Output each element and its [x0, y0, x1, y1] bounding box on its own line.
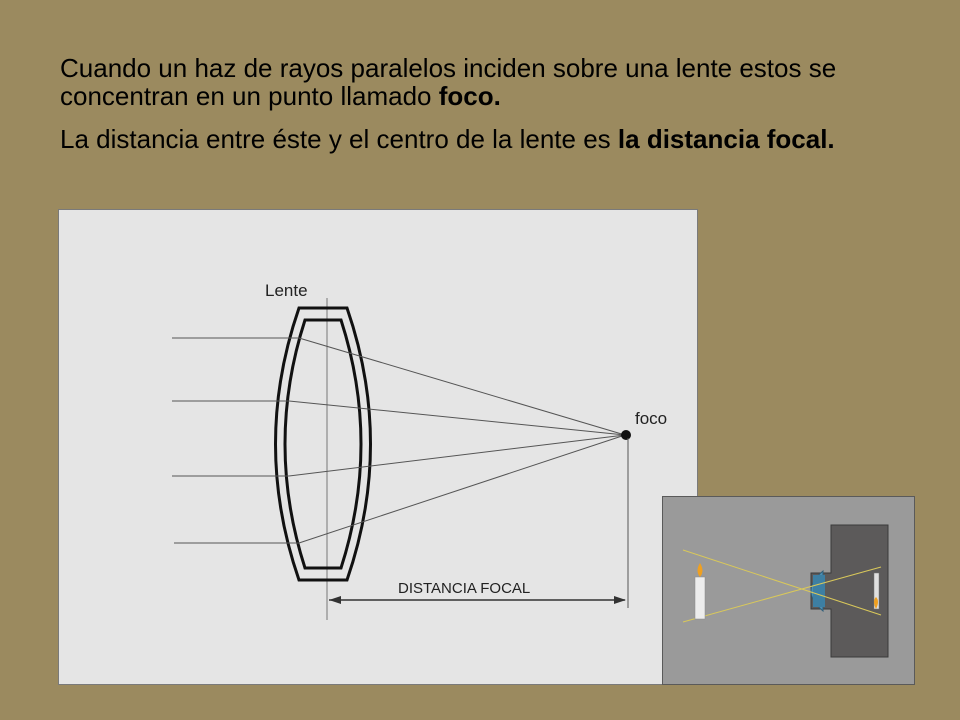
candle-flame-icon: [698, 563, 703, 577]
focus-label: foco: [635, 409, 668, 428]
lens-diagram: [58, 209, 698, 685]
converging-ray-3: [289, 435, 625, 476]
lens-inner-outline: [285, 320, 361, 568]
focus-term: foco.: [438, 81, 501, 111]
lens-label: Lente: [265, 281, 308, 300]
definition-paragraph: [60, 125, 920, 153]
distance-arrowhead-right: [614, 596, 626, 604]
camera-lens-ring: [813, 575, 825, 607]
converging-ray-4: [299, 435, 625, 543]
intro-text: Cuando un haz de rayos paralelos inciden sobre una lente estos se concentran en un punto llamado: [60, 53, 837, 111]
camera-illustration: [662, 496, 915, 685]
intro-paragraph: [60, 54, 920, 110]
lens-diagram-svg: [59, 210, 699, 686]
candle: [695, 577, 705, 619]
focus-point: [621, 430, 631, 440]
lens-outer-outline: [276, 308, 371, 580]
focal-distance-term: la distancia focal.: [617, 124, 835, 154]
converging-ray-2: [289, 401, 625, 435]
focal-distance-label: DISTANCIA FOCAL: [398, 580, 531, 597]
camera-illustration-svg: [663, 497, 916, 686]
converging-ray-1: [299, 338, 625, 435]
definition-text: La distancia entre éste y el centro de la lente es: [60, 124, 618, 154]
distance-arrowhead-left: [329, 596, 341, 604]
